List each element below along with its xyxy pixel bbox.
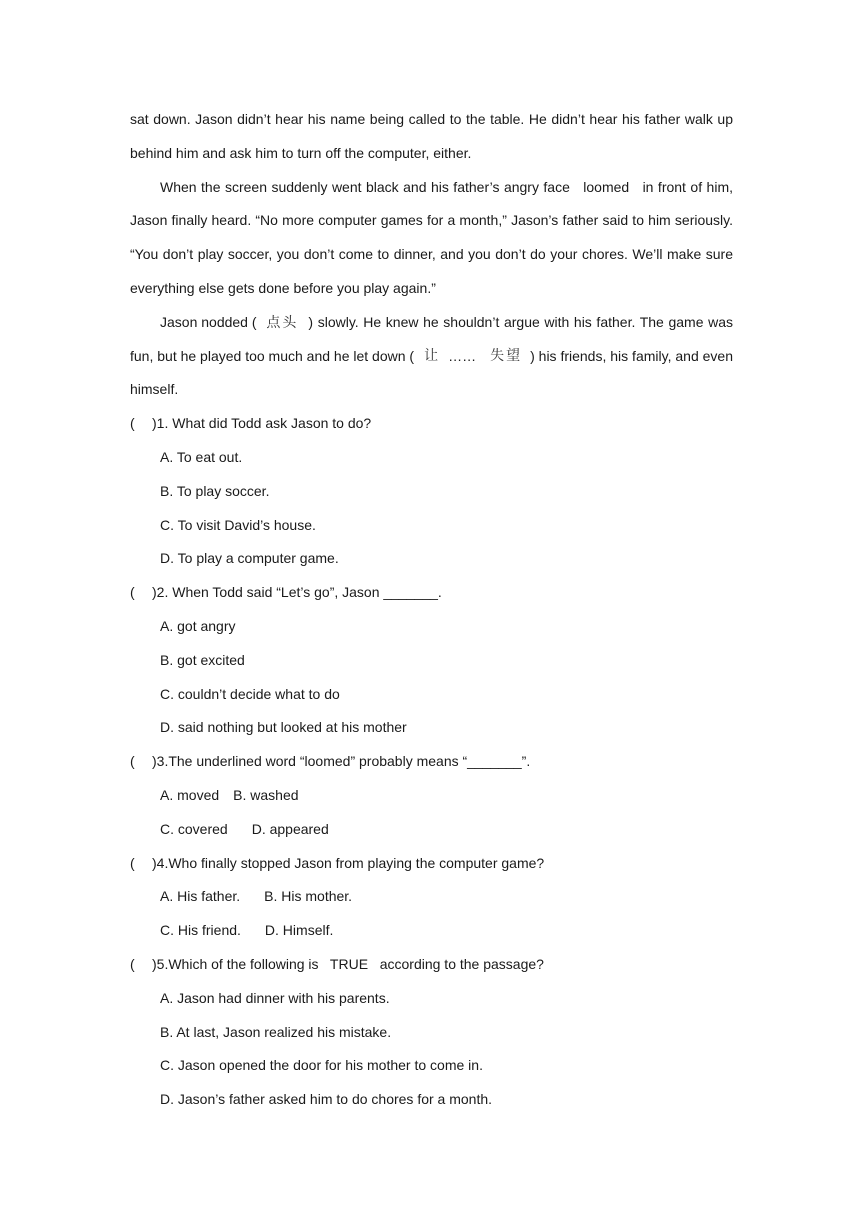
answer-option: D. To play a computer game. [160, 550, 339, 567]
passage-text: …… [448, 347, 477, 364]
passage-line: everything else gets done before you play again.” [130, 279, 436, 296]
answer-option: C. covered [160, 820, 228, 837]
answer-option: D. Jason’s father asked him to do chores for a month. [160, 1091, 493, 1108]
passage-text: ) his friends, his family, and even [530, 347, 733, 364]
answer-blank[interactable]: ( [130, 753, 135, 770]
question-text: )5.Which of the following is TRUE according to the passage? [152, 955, 544, 972]
answer-option: A. got angry [160, 617, 236, 634]
answer-option-row [130, 880, 733, 914]
answer-blank[interactable]: ( [130, 584, 135, 601]
answer-option: D. Himself. [264, 922, 334, 939]
passage-line: behind him and ask him to turn off the computer, either. [130, 144, 472, 161]
answer-option: B. His mother. [264, 888, 353, 905]
question-text: )4.Who finally stopped Jason from playing the computer game? [152, 854, 545, 871]
passage-line [130, 340, 733, 374]
answer-blank[interactable]: ( [130, 955, 135, 972]
question-stem [130, 576, 733, 610]
answer-option: C. couldn’t decide what to do [160, 685, 340, 702]
answer-option: D. appeared [251, 820, 329, 837]
answer-option: A. Jason had dinner with his parents. [160, 989, 390, 1006]
answer-option: A. To eat out. [160, 448, 243, 465]
passage-line [130, 306, 733, 340]
answer-option-row [130, 914, 733, 948]
question-text: )3.The underlined word “loomed” probably means “_______”. [152, 753, 531, 770]
passage-text: Jason nodded ( [160, 313, 257, 330]
passage-line: sat down. Jason didn’t hear his name being called to the table. He didn’t hear his father walk up [130, 111, 733, 127]
answer-option: A. moved [160, 786, 220, 803]
answer-option: C. To visit David’s house. [160, 516, 316, 533]
question-text: )1. What did Todd ask Jason to do? [152, 415, 372, 432]
answer-option: B. washed [233, 786, 299, 803]
answer-option-row [130, 813, 733, 847]
chinese-gloss: 点头 [266, 314, 299, 331]
document-page [130, 103, 733, 1117]
passage-text: fun, but he played too much and he let down ( [130, 347, 415, 364]
answer-option: A. His father. [160, 888, 241, 905]
answer-option: B. To play soccer. [160, 482, 270, 499]
answer-blank[interactable]: ( [130, 415, 135, 432]
answer-option: C. His friend. [160, 922, 241, 939]
passage-line: “You don’t play soccer, you don’t come to dinner, and you don’t do your chores. We’ll make sure [130, 246, 733, 263]
answer-blank[interactable]: ( [130, 854, 135, 871]
passage-text: ) slowly. He knew he shouldn’t argue with his father. The game was [308, 313, 733, 330]
answer-option: C. Jason opened the door for his mother to come in. [160, 1057, 483, 1074]
question-stem [130, 745, 733, 779]
answer-option-row [130, 779, 733, 813]
chinese-gloss: 失望 [490, 347, 523, 364]
answer-option: B. got excited [160, 651, 245, 668]
answer-option: B. At last, Jason realized his mistake. [160, 1023, 392, 1040]
question-stem [130, 847, 733, 881]
passage-line: When the screen suddenly went black and his father’s angry face loomed in front of him, [160, 178, 733, 195]
chinese-gloss: 让 [424, 347, 441, 364]
question-stem [130, 407, 733, 441]
answer-option: D. said nothing but looked at his mother [160, 719, 407, 736]
question-stem [130, 948, 733, 982]
passage-line: himself. [130, 381, 179, 398]
passage-line: Jason finally heard. “No more computer games for a month,” Jason’s father said to him seriously. [130, 212, 733, 229]
question-text: )2. When Todd said “Let’s go”, Jason _______. [152, 584, 442, 601]
